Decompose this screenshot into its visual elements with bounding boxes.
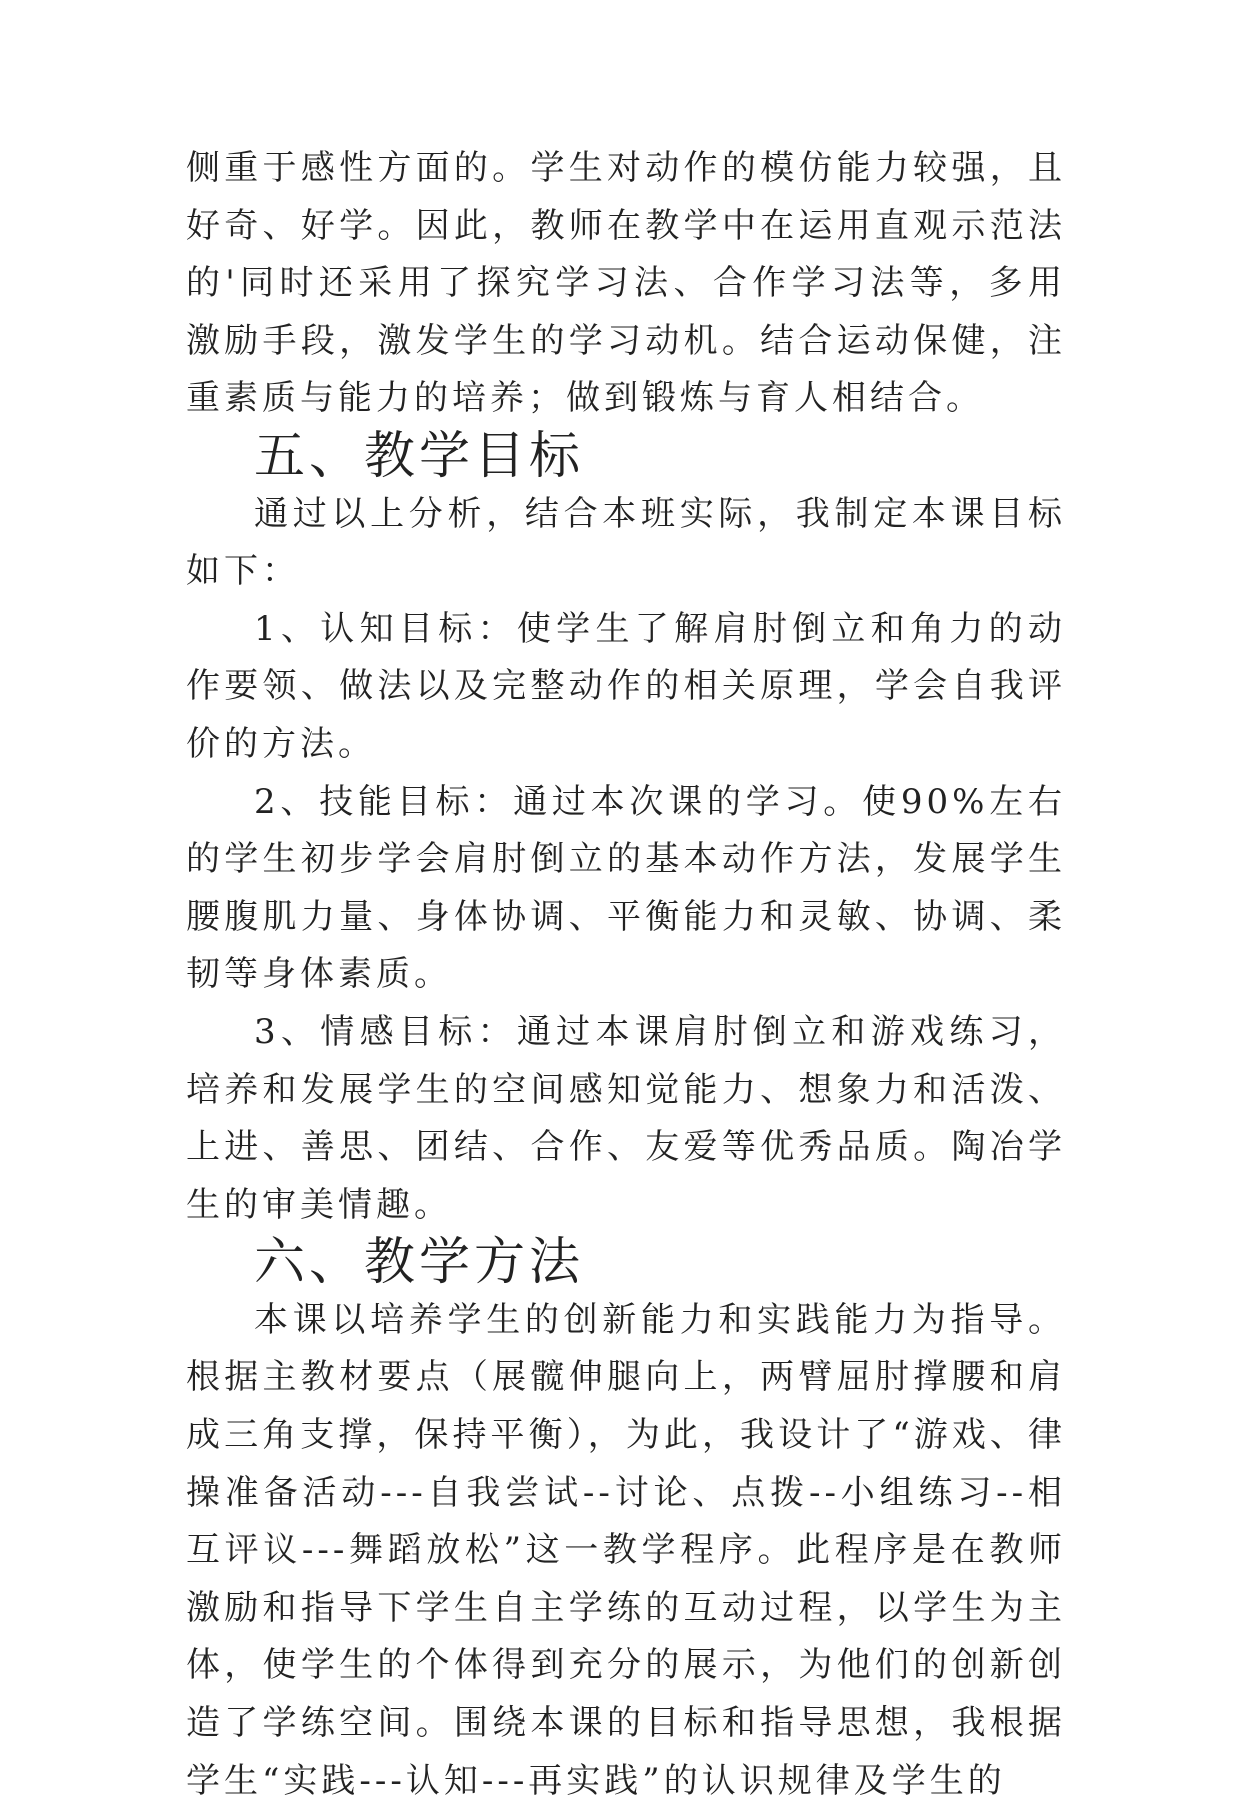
document-body	[186, 140, 1066, 1810]
section-heading-methods: 六、教学方法	[254, 1233, 585, 1293]
paragraph-intro: 侧重于感性方面的。学生对动作的模仿能力较强，且好奇、好学。因此，教师在教学中在运用直观示范法的'同时还采用了探究学习法、合作学习法等，多用激励手段，激发学生的学习动机。结合运动保健，注重素质与能力的培养；做到锻炼与育人相结合。	[186, 148, 1066, 419]
paragraph-skill-goal: 2、技能目标：通过本次课的学习。使90%左右的学生初步学会肩肘倒立的基本动作方法，发展学生腰腹肌力量、身体协调、平衡能力和灵敏、协调、柔韧等身体素质。	[186, 781, 1066, 995]
paragraph-methods: 本课以培养学生的创新能力和实践能力为指导。根据主教材要点（展髋伸腿向上，两臂屈肘撑腰和肩成三角支撑，保持平衡），为此，我设计了“游戏、律操准备活动---自我尝试--讨论、点拨--小组练习--相互评议---舞蹈放松”这一教学程序。此程序是在教师激励和指导下学生自主学练的互动过程，以学生为主体，使学生的个体得到充分的展示，为他们的创新创造了学练空间。围绕本课的目标和指导思想，我根据学生“实践---认知---再实践”的认识规律及学生的	[186, 1299, 1066, 1801]
paragraph-objectives-intro: 通过以上分析，结合本班实际，我制定本课目标如下：	[186, 493, 1066, 592]
paragraph-cognitive-goal: 1、认知目标：使学生了解肩肘倒立和角力的动作要领、做法以及完整动作的相关原理，学会自我评价的方法。	[186, 608, 1066, 764]
section-heading-objectives: 五、教学目标	[254, 426, 585, 486]
paragraph-affective-goal: 3、情感目标：通过本课肩肘倒立和游戏练习，培养和发展学生的空间感知觉能力、想象力和活泼、上进、善思、团结、合作、友爱等优秀品质。陶冶学生的审美情趣。	[186, 1011, 1066, 1225]
